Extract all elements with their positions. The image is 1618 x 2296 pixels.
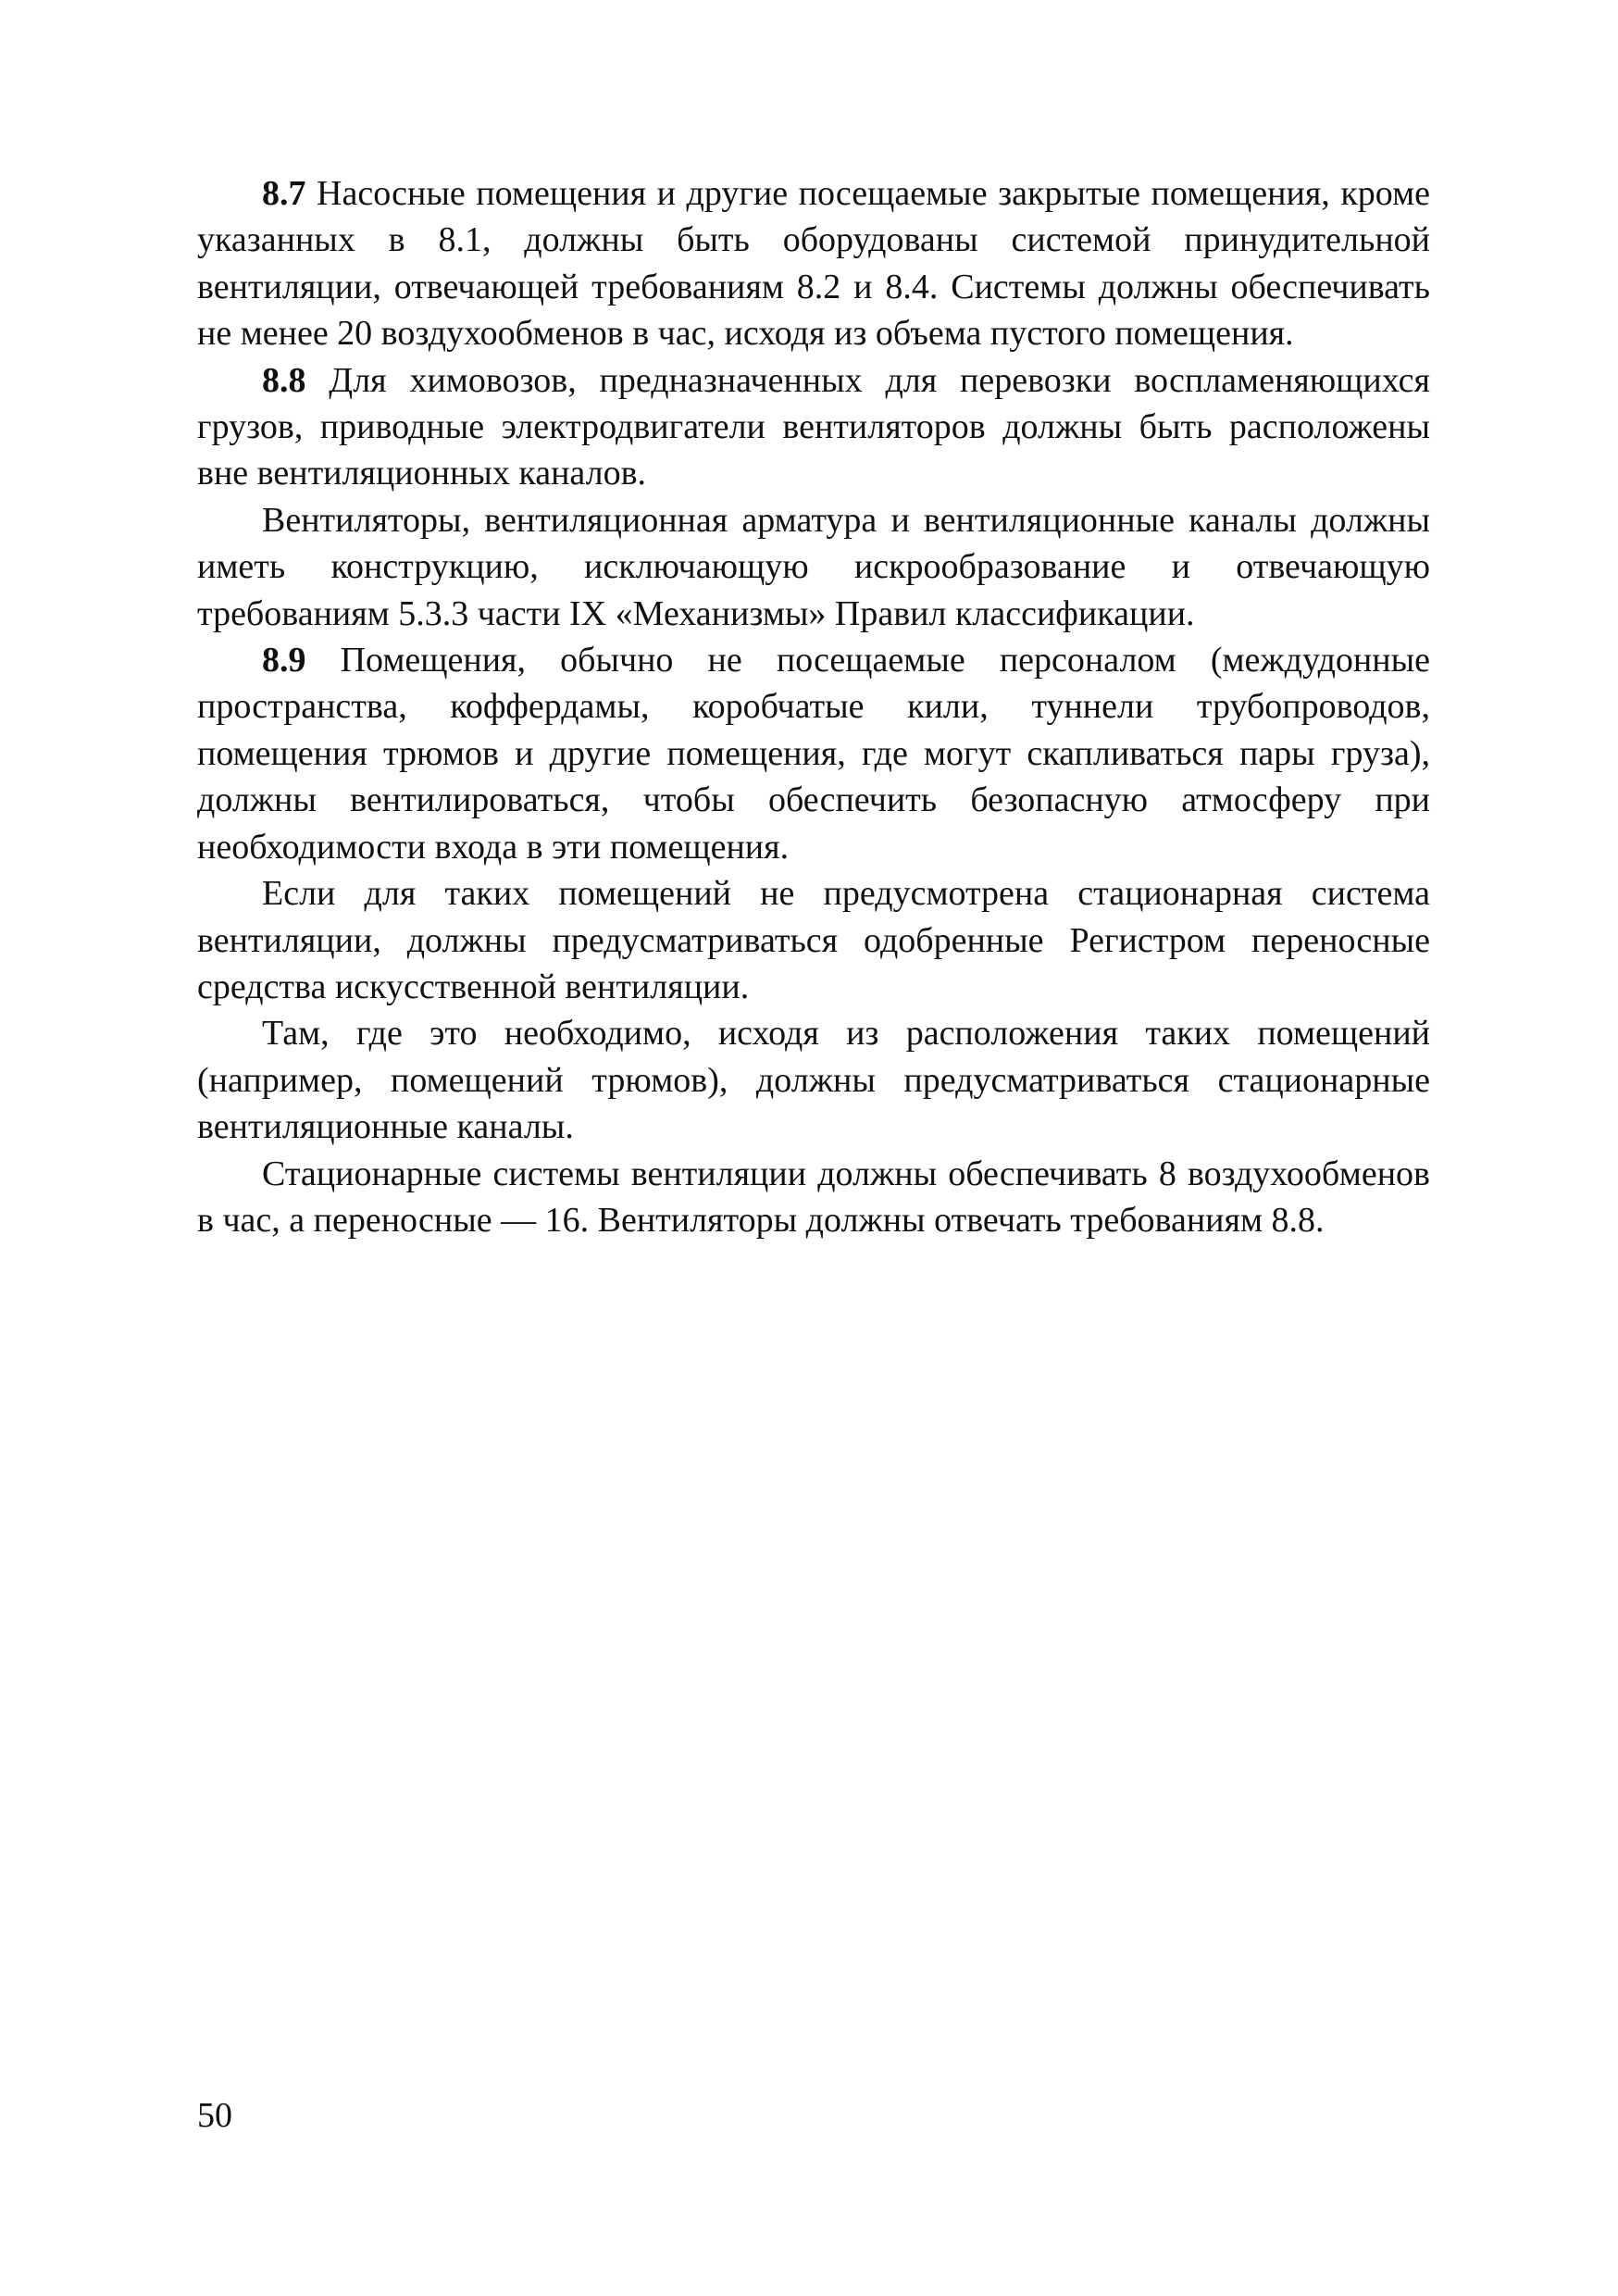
paragraph-8-8 bbox=[197, 357, 1430, 497]
clause-number: 8.8 bbox=[262, 360, 306, 400]
paragraph-fixed-ducts bbox=[197, 1010, 1430, 1150]
clause-number: 8.7 bbox=[262, 174, 306, 213]
paragraph-text: Для химовозов, предназначенных для перевозки воспламеняющихся грузов, приводные электродвигатели вентиляторов должны быть расположены вне вентиляционных каналов. bbox=[197, 360, 1430, 493]
paragraph-text: Насосные помещения и другие посещаемые закрытые помещения, кроме указанных в 8.1, должны быть оборудованы системой принудительной вентиляции, отвечающей требованиям 8.2 и 8.4. Системы должны обеспечивать не менее 20 воздухообменов в час, исходя из объема пустого помещения. bbox=[197, 174, 1430, 354]
paragraph-fans bbox=[197, 497, 1430, 637]
paragraph-text: Если для таких помещений не предусмотрена стационарная система вентиляции, должны предусматриваться одобренные Регистром переносные средства искусственной вентиляции. bbox=[197, 874, 1430, 1006]
paragraph-text: Там, где это необходимо, исходя из расположения таких помещений (например, помещений трюмов), должны предусматриваться стационарные вентиляционные каналы. bbox=[197, 1014, 1430, 1147]
paragraph-portable-ventilation bbox=[197, 870, 1430, 1010]
paragraph-8-7 bbox=[197, 170, 1430, 357]
paragraph-8-9 bbox=[197, 637, 1430, 870]
paragraph-text: Стационарные системы вентиляции должны обеспечивать 8 воздухообменов в час, а переносные — 16. Вентиляторы должны отвечать требованиям 8.8. bbox=[197, 1154, 1430, 1240]
body-text bbox=[197, 170, 1430, 1243]
paragraph-air-changes bbox=[197, 1151, 1430, 1244]
page-number: 50 bbox=[197, 2096, 232, 2135]
paragraph-text: Вентиляторы, вентиляционная арматура и вентиляционные каналы должны иметь конструкцию, исключающую искрообразование и отвечающую требованиям 5.3.3 части IX «Механизмы» Правил классификации. bbox=[197, 500, 1430, 633]
clause-number: 8.9 bbox=[262, 641, 306, 680]
paragraph-text: Помещения, обычно не посещаемые персоналом (междудонные пространства, коффердамы, коробчатые кили, туннели трубопроводов, помещения трюмов и другие помещения, где могут скапливаться пары груза), должны вентилироваться, чтобы обеспечить безопасную атмосферу при необходимости входа в эти помещения. bbox=[197, 641, 1430, 867]
